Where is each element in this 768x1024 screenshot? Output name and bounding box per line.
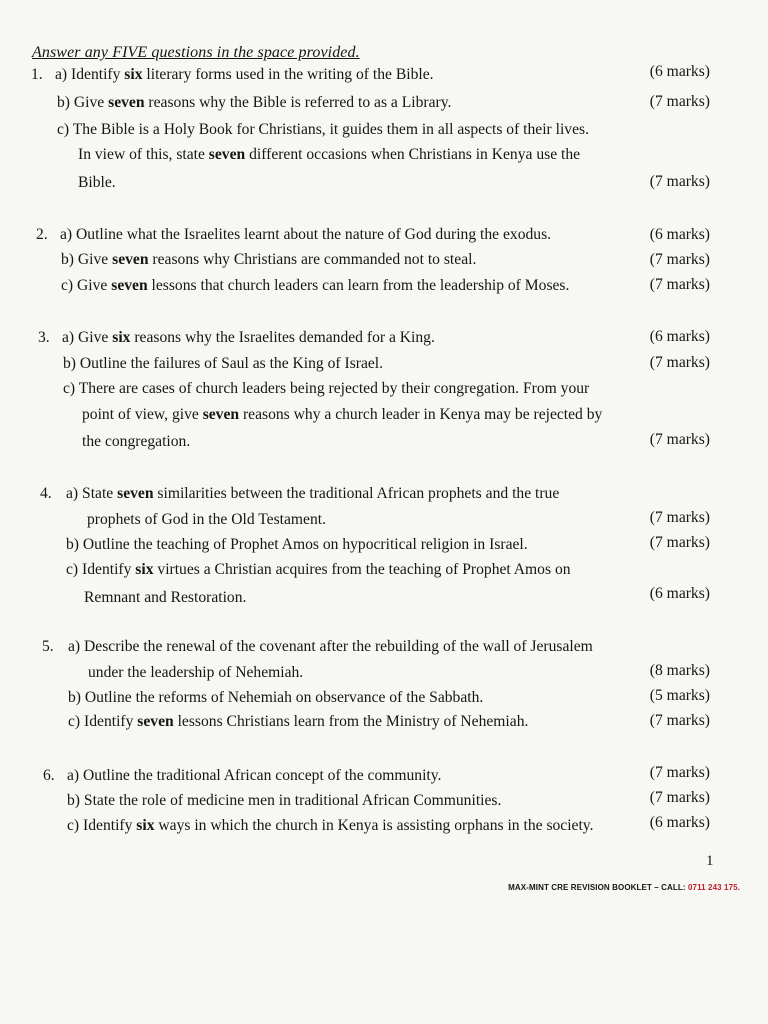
q2-b-marks: (7 marks) bbox=[649, 251, 710, 268]
q4-number: 4. bbox=[40, 485, 52, 502]
q6-a-label: a) bbox=[67, 767, 80, 784]
q2-c-pre: Give bbox=[77, 277, 112, 294]
q3-c-line2 bbox=[82, 406, 602, 424]
q3-number: 3. bbox=[38, 329, 50, 346]
q2-b-bold: seven bbox=[112, 251, 149, 268]
q6-c-label: c) bbox=[67, 817, 80, 834]
q2-c-bold: seven bbox=[111, 277, 148, 294]
q4-a-label: a) bbox=[66, 485, 79, 502]
q5-b-marks: (5 marks) bbox=[649, 687, 710, 704]
q3-c-label: c) bbox=[63, 380, 76, 397]
q4-c-pre: Identify bbox=[82, 561, 136, 578]
q1-c-line3: Bible. bbox=[78, 174, 116, 191]
q1-b-marks: (7 marks) bbox=[649, 93, 710, 110]
q6-number: 6. bbox=[43, 767, 55, 784]
q5-a-line2: under the leadership of Nehemiah. bbox=[88, 664, 304, 681]
q4-b-marks: (7 marks) bbox=[649, 534, 710, 551]
q2-a-label: a) bbox=[60, 226, 73, 243]
q6-b-marks: (7 marks) bbox=[649, 789, 710, 806]
q1-number: 1. bbox=[31, 66, 43, 83]
q3-a-label: a) bbox=[62, 329, 75, 346]
instruction-heading: Answer any FIVE questions in the space provided. bbox=[32, 44, 360, 61]
q1-c-line2 bbox=[78, 146, 580, 164]
q5-a-label: a) bbox=[68, 638, 81, 655]
q2-b-pre: Give bbox=[77, 251, 113, 268]
q3-c-text1: There are cases of church leaders being rejected by their congregation. From your bbox=[78, 380, 590, 397]
q3-c-line1 bbox=[63, 380, 589, 398]
q5-a-text: Describe the renewal of the covenant after the rebuilding of the wall of Jerusalem bbox=[84, 638, 593, 655]
q3-a-bold: six bbox=[112, 329, 131, 346]
q3-a bbox=[38, 329, 435, 347]
q4-c-line1 bbox=[66, 561, 571, 579]
q1-c-line1 bbox=[57, 121, 589, 139]
q2-b bbox=[61, 251, 476, 269]
q4-b-label: b) bbox=[66, 536, 79, 553]
q5-c-post: lessons Christians learn from the Ministry of Nehemiah. bbox=[173, 713, 529, 730]
q2-c-post: lessons that church leaders can learn from the leadership of Moses. bbox=[147, 277, 570, 294]
q4-a-bold: seven bbox=[117, 485, 154, 502]
q1-c-line2-pre: In view of this, state bbox=[78, 146, 209, 163]
q1-b-post: reasons why the Bible is referred to as a Library. bbox=[144, 94, 452, 111]
q1-a-bold: six bbox=[124, 66, 143, 83]
q1-c-text1: The Bible is a Holy Book for Christians, it guides them in all aspects of their lives. bbox=[72, 121, 589, 138]
q2-c-marks: (7 marks) bbox=[649, 276, 710, 293]
q4-b bbox=[66, 536, 528, 554]
q4-a-marks: (7 marks) bbox=[649, 509, 710, 526]
footer bbox=[508, 883, 740, 892]
q5-c bbox=[68, 713, 528, 731]
q6-b bbox=[67, 792, 501, 810]
q3-a-post: reasons why the Israelites demanded for a King. bbox=[130, 329, 435, 346]
q3-b-text: Outline the failures of Saul as the King of Israel. bbox=[79, 355, 384, 372]
q6-c-marks: (6 marks) bbox=[649, 814, 710, 831]
q5-b-label: b) bbox=[68, 689, 81, 706]
q5-number: 5. bbox=[42, 638, 54, 655]
q3-c-line2-post: reasons why a church leader in Kenya may be rejected by bbox=[239, 406, 603, 423]
q6-c-bold: six bbox=[136, 817, 155, 834]
q1-a-label: a) bbox=[55, 66, 68, 83]
q5-c-pre: Identify bbox=[84, 713, 138, 730]
q4-c-line2: Remnant and Restoration. bbox=[84, 589, 247, 606]
q6-a-marks: (7 marks) bbox=[649, 764, 710, 781]
q4-c-bold: six bbox=[135, 561, 154, 578]
q6-a bbox=[43, 767, 441, 785]
q5-b-text: Outline the reforms of Nehemiah on observance of the Sabbath. bbox=[84, 689, 484, 706]
q1-a-post: literary forms used in the writing of the Bible. bbox=[142, 66, 434, 83]
q5-a-line1 bbox=[42, 638, 593, 656]
q2-c bbox=[61, 277, 569, 295]
q4-c-label: c) bbox=[66, 561, 79, 578]
q3-b bbox=[63, 355, 383, 373]
q5-c-label: c) bbox=[68, 713, 81, 730]
q4-c-post: virtues a Christian acquires from the teaching of Prophet Amos on bbox=[153, 561, 571, 578]
page-number: 1 bbox=[706, 853, 714, 869]
q3-c-line2-pre: point of view, give bbox=[82, 406, 203, 423]
q2-a bbox=[36, 226, 551, 244]
q4-a-line1 bbox=[40, 485, 559, 503]
q3-c-bold: seven bbox=[202, 406, 240, 423]
q2-b-label: b) bbox=[61, 251, 74, 268]
q4-b-text: Outline the teaching of Prophet Amos on hypocritical religion in Israel. bbox=[82, 536, 528, 553]
q1-c-line2-post: different occasions when Christians in Kenya use the bbox=[245, 146, 581, 163]
q2-number: 2. bbox=[36, 226, 48, 243]
q1-c-marks: (7 marks) bbox=[649, 173, 710, 190]
q1-c-label: c) bbox=[57, 121, 70, 138]
q3-b-label: b) bbox=[63, 355, 76, 372]
q4-a-pre: State bbox=[82, 485, 118, 502]
q3-c-marks: (7 marks) bbox=[649, 431, 710, 448]
q3-b-marks: (7 marks) bbox=[649, 354, 710, 371]
q3-a-pre: Give bbox=[78, 329, 113, 346]
q1-b-bold: seven bbox=[108, 94, 145, 111]
q4-c-marks: (6 marks) bbox=[649, 585, 710, 602]
q6-a-text: Outline the traditional African concept of the community. bbox=[83, 767, 442, 784]
q6-c bbox=[67, 817, 594, 835]
q2-c-label: c) bbox=[61, 277, 74, 294]
q3-c-line3: the congregation. bbox=[82, 433, 191, 450]
q1-c-bold: seven bbox=[208, 146, 246, 163]
q6-b-text: State the role of medicine men in traditional African Communities. bbox=[83, 792, 502, 809]
q1-b-label: b) bbox=[57, 94, 70, 111]
q6-c-pre: Identify bbox=[83, 817, 137, 834]
q1-b bbox=[57, 94, 451, 112]
q1-a-pre: Identify bbox=[71, 66, 125, 83]
q1-b-pre: Give bbox=[73, 94, 109, 111]
q5-b bbox=[68, 689, 483, 707]
q2-a-marks: (6 marks) bbox=[649, 226, 710, 243]
q2-b-post: reasons why Christians are commanded not to steal. bbox=[148, 251, 477, 268]
q1-a bbox=[31, 66, 434, 84]
q1-a-marks: (6 marks) bbox=[649, 63, 710, 80]
q6-c-post: ways in which the church in Kenya is assisting orphans in the society. bbox=[154, 817, 594, 834]
q4-a-post: similarities between the traditional African prophets and the true bbox=[153, 485, 560, 502]
q5-c-bold: seven bbox=[137, 713, 174, 730]
q6-b-label: b) bbox=[67, 792, 80, 809]
q4-a-line2: prophets of God in the Old Testament. bbox=[87, 511, 326, 528]
q5-c-marks: (7 marks) bbox=[649, 712, 710, 729]
q5-a-marks: (8 marks) bbox=[649, 662, 710, 679]
q2-a-text: Outline what the Israelites learnt about the nature of God during the exodus. bbox=[76, 226, 552, 243]
q3-a-marks: (6 marks) bbox=[649, 328, 710, 345]
footer-phone: 0711 243 175. bbox=[687, 883, 740, 892]
footer-text: MAX-MINT CRE REVISION BOOKLET – CALL: bbox=[508, 883, 688, 892]
